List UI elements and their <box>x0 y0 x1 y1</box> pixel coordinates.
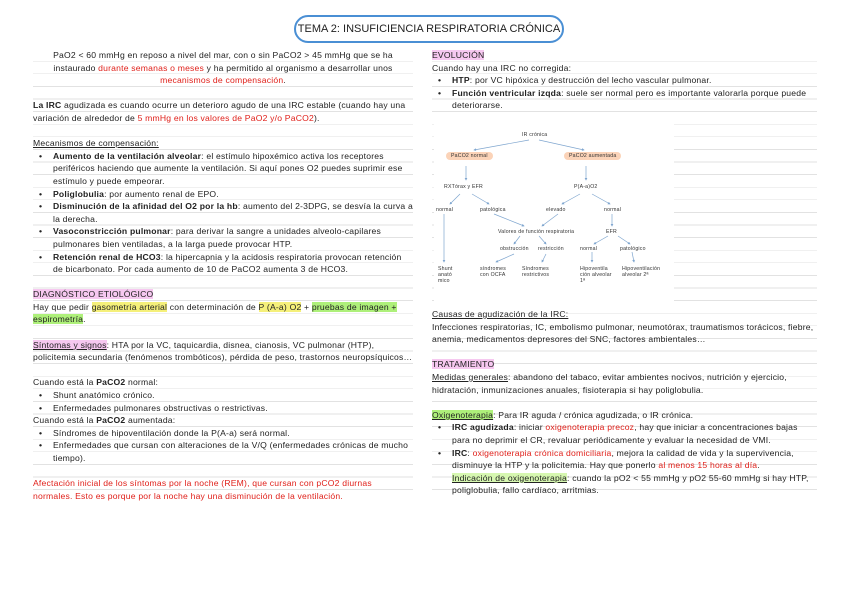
tratamiento-heading: TRATAMIENTO <box>432 359 495 370</box>
page-title: TEMA 2: INSUFICIENCIA RESPIRATORIA CRÓNICA <box>294 15 564 43</box>
mecanismos-heading: Mecanismos de compensación: <box>33 138 159 149</box>
node-obstruccion: obstrucción <box>500 245 529 252</box>
list-item: • IRC: oxigenoterapia crónica domiciliaria, mejora la calidad de vida y la supervivencia, disminuye la HTP y la policitemia. Hay que ponerlo al menos 15 horas al día. <box>452 447 817 472</box>
evolucion-heading: EVOLUCIÓN <box>432 50 485 60</box>
causas-paragraph: Infecciones respiratorias, IC, embolismo pulmonar, neumotórax, traumatismos torácicos, fiebre, anemia, medicamentos depresores del SNC, factores ambientales… <box>432 321 814 345</box>
diagnostico-heading: DIAGNÓSTICO ETIOLÓGICO <box>33 289 154 300</box>
node-valores-funcion: Valores de función respiratoria <box>498 228 575 235</box>
causas-heading: Causas de agudización de la IRC: <box>432 308 569 319</box>
node-paa-o2: P(A-a)O2 <box>574 183 598 190</box>
node-hipovent-1: Hipoventila ción alveolar 1ª <box>580 265 612 284</box>
right-column <box>432 49 817 497</box>
intro-paragraph: PaO2 < 60 mmHg en reposo a nivel del mar, con o sin PaCO2 > 45 mmHg que se ha instaurado durante semanas o meses y ha permitido al organismo a desarrollar unos mecanismos de compensación. <box>53 50 393 86</box>
oxigenoterapia-list <box>432 421 817 471</box>
node-patologico: patológico <box>620 245 646 252</box>
paco2-aumentada-heading: Cuando está la PaCO2 aumentada: <box>33 415 176 426</box>
node-ir-cronica: IR crónica <box>522 131 548 138</box>
evolucion-intro: Cuando hay una IRC no corregida: <box>432 62 572 73</box>
flowchart-diagram <box>434 112 674 302</box>
list-item: • Enfermedades que cursan con alteraciones de la V/Q (enfermedades crónicas de mucho tiempo). <box>53 439 413 464</box>
left-column <box>33 49 413 502</box>
list-item: • Retención renal de HCO3: la hipercapnia y la acidosis respiratoria provocan retención de bicarbonato. Por cada aumento de 10 de PaCO2 aumenta 3 de HCO3. <box>53 251 413 276</box>
list-item: • Poliglobulia: por aumento renal de EPO. <box>53 188 413 201</box>
list-item: • Aumento de la ventilación alveolar: el estímulo hipoxémico activa los receptores periféricos haciendo que aumente la ventilación. Si aquí pones O2 puedes suprimir ese estímulo y puede empeorar. <box>53 150 413 188</box>
node-shunt: Shunt anató mico <box>438 265 453 284</box>
node-elevado: elevado <box>546 206 566 213</box>
sintomas-paragraph: Síntomas y signos: HTA por la VC, taquicardia, disnea, cianosis, VC pulmonar (HTP), policitemia secundaria (fenómenos trombóticos), pérdida de peso, trastornos neuropsíquicos… <box>33 339 413 363</box>
paco2-normal-heading: Cuando está la PaCO2 normal: <box>33 377 159 388</box>
list-item: • HTP: por VC hipóxica y destrucción del lecho vascular pulmonar. <box>452 74 817 87</box>
paco2-aumentada-list <box>33 427 413 465</box>
list-item: • IRC agudizada: iniciar oxigenoterapia precoz, hay que iniciar a concentraciones bajas para no deprimir el CR, revaluar periódicamente y evaluar la necesidad de VMI. <box>452 421 817 446</box>
node-paco2-aumentada: PaCO2 aumentada <box>564 152 621 160</box>
node-normal-1: normal <box>436 206 454 213</box>
node-ocfa: síndromes con OCFA <box>480 265 507 278</box>
list-item: • Vasoconstricción pulmonar: para derivar la sangre a unidades alveolo-capilares pulmonares bien ventiladas, a la larga puede provocar HTP. <box>53 225 413 250</box>
diagnostico-paragraph: Hay que pedir gasometría arterial con determinación de P (A-a) O2 + pruebas de imagen + espirometría. <box>33 301 397 325</box>
node-efr: EFR <box>606 228 617 235</box>
afectacion-paragraph: Afectación inicial de los síntomas por la noche (REM), que cursan con pCO2 diurnas normales. Esto es porque por la noche hay una disminución de la ventilación. <box>33 478 372 501</box>
mecanismos-list <box>33 150 413 276</box>
node-normal-3: normal <box>580 245 598 252</box>
list-item: • Disminución de la afinidad del O2 por la hb: aumento del 2-3DPG, se desvía la curva a la derecha. <box>53 200 413 225</box>
list-item: • Enfermedades pulmonares obstructivas o restrictivas. <box>53 402 413 415</box>
medidas-paragraph: Medidas generales: abandono del tabaco, evitar ambientes nocivos, nutrición y ejercicio, hidratación, inmunizaciones anuales, fisioterapia si hay poliglobulia. <box>432 371 787 395</box>
paco2-normal-list <box>33 389 413 414</box>
node-paco2-normal: PaCO2 normal <box>446 152 493 160</box>
list-item: • Síndromes de hipoventilación donde la P(A-a) será normal. <box>53 427 413 440</box>
list-item: • Función ventricular izqda: suele ser normal pero es importante valorarla porque puede deteriorarse. <box>452 87 817 112</box>
node-hipovent-2: Hipoventilación alveolar 2ª <box>622 265 661 278</box>
irc-agudizada-paragraph: La IRC agudizada es cuando ocurre un deterioro agudo de una IRC estable (cuando hay una variación de alrededor de 5 mmHg en los valores de PaO2 y/o PaCO2). <box>33 100 406 123</box>
node-normal-2: normal <box>604 206 622 213</box>
node-patologica-1: patológica <box>480 206 506 213</box>
indicacion-paragraph: Indicación de oxigenoterapia: cuando la pO2 < 55 mmHg y pO2 55-60 mmHg si hay HTP, poliglobulia, fallo cardíaco, arritmias. <box>452 472 809 496</box>
node-rx-torax: RXTórax y EFR <box>444 183 483 190</box>
list-item: • Shunt anatómico crónico. <box>53 389 413 402</box>
oxigenoterapia-paragraph: Oxigenoterapia: Para IR aguda / crónica agudizada, o IR crónica. <box>432 409 694 420</box>
evolucion-list <box>432 74 817 112</box>
node-restrictivos: Síndromes restrictivos <box>522 265 550 278</box>
node-restriccion: restricción <box>538 245 564 252</box>
